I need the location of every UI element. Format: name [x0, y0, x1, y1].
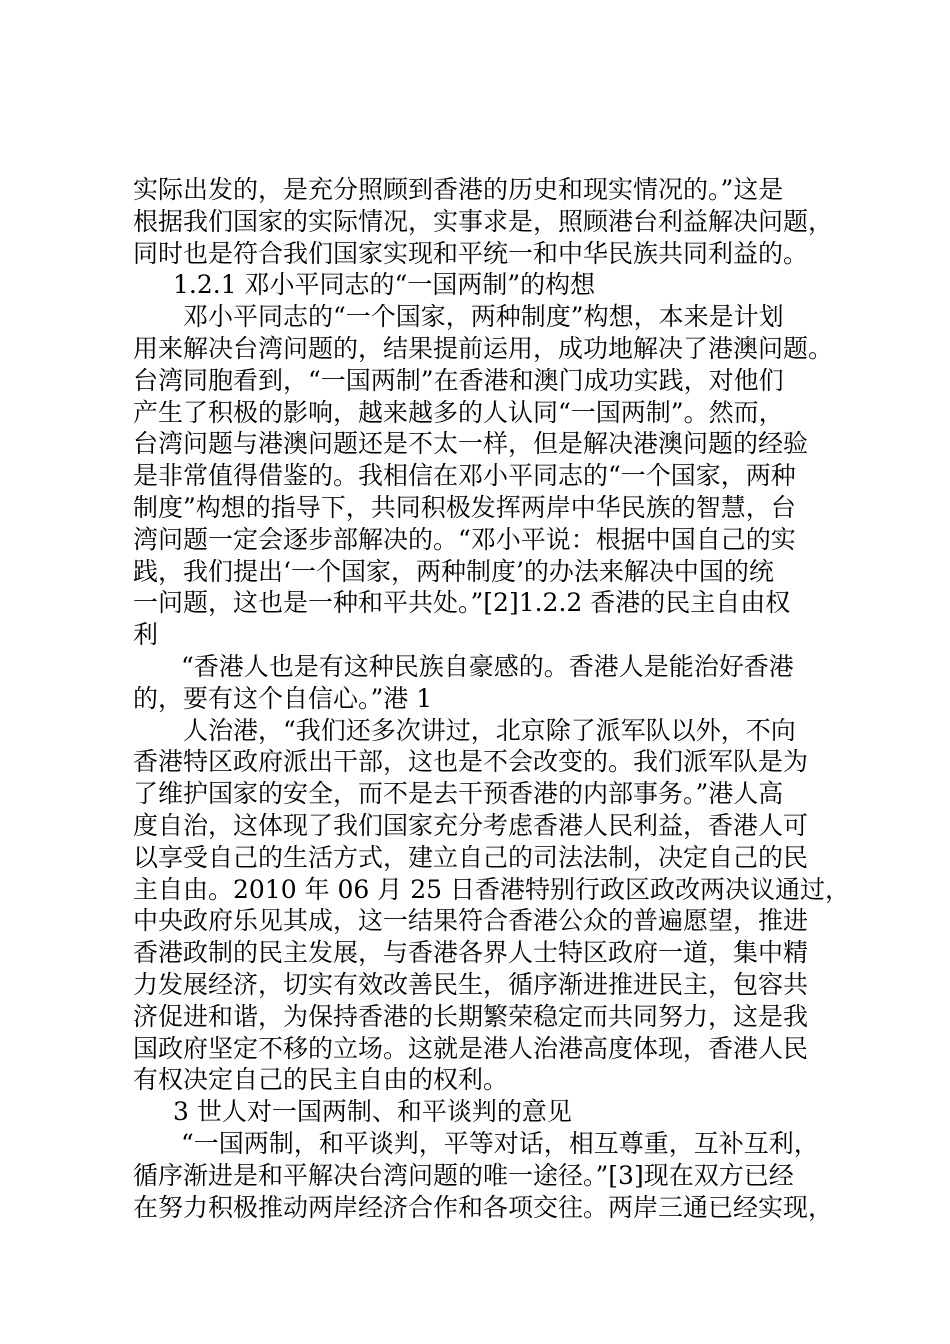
text-line: 根据我们国家的实际情况，实事求是，照顾港台利益解决问题，	[133, 206, 834, 236]
text-line: 在努力积极推动两岸经济合作和各项交往。两岸三通已经实现，	[133, 1192, 834, 1222]
body-text	[133, 174, 850, 1223]
text-line: 主自由。2010 年 06 月 25 日香港特别行政区政改两决议通过，	[133, 874, 850, 904]
text-line: 实际出发的，是充分照顾到香港的历史和现实情况的。”这是	[133, 175, 784, 204]
text-line: 的，要有这个自信心。”港 1	[133, 683, 433, 713]
text-line: 湾问题一定会逐步部解决的。“邓小平说：根据中国自己的实	[133, 524, 796, 554]
text-line: 是非常值得借鉴的。我相信在邓小平同志的“一个国家，两种	[133, 461, 796, 491]
text-line: 济促进和谐，为保持香港的长期繁荣稳定而共同努力，这是我	[133, 1001, 809, 1031]
paragraph-first-line: 人治港，“我们还多次讲过，北京除了派军队以外，不向	[183, 715, 796, 745]
text-line: 国政府坚定不移的立场。这就是港人治港高度体现，香港人民	[133, 1033, 809, 1063]
text-line: 制度”构想的指导下，共同积极发挥两岸中华民族的智慧，台	[133, 492, 796, 522]
text-line: 台湾同胞看到，“一国两制”在香港和澳门成功实践，对他们	[133, 365, 784, 395]
text-line: 同时也是符合我们国家实现和平统一和中华民族共同利益的。	[133, 238, 809, 268]
text-line: 用来解决台湾问题的，结果提前运用，成功地解决了港澳问题。	[133, 333, 834, 363]
text-line: 一问题，这也是一种和平共处。”[2]1.2.2 香港的民主自由权	[133, 588, 791, 618]
text-line: 有权决定自己的民主自由的权利。	[133, 1065, 509, 1095]
text-line: 香港特区政府派出干部，这也是不会改变的。我们派军队是为	[133, 747, 809, 777]
paragraph-first-line: “香港人也是有这种民族自豪感的。香港人是能治好香港	[181, 651, 794, 681]
text-line: 香港政制的民主发展，与香港各界人士特区政府一道，集中精	[133, 938, 809, 968]
section-heading: 1.2.1 邓小平同志的“一国两制”的构想	[173, 270, 596, 300]
section-heading: 3 世人对一国两制、和平谈判的意见	[173, 1097, 572, 1127]
paragraph-first-line: 邓小平同志的“一个国家，两种制度”构想，本来是计划	[183, 302, 784, 332]
text-line: 力发展经济，切实有效改善民生，循序渐进推进民主，包容共	[133, 969, 809, 999]
paragraph-first-line: “一国两制，和平谈判，平等对话，相互尊重，互补互利，	[181, 1128, 819, 1158]
text-line: 度自治，这体现了我们国家充分考虑香港人民利益，香港人可	[133, 810, 809, 840]
text-line: 以享受自己的生活方式，建立自己的司法法制，决定自己的民	[133, 842, 809, 872]
text-line: 台湾问题与港澳问题还是不太一样，但是解决港澳问题的经验	[133, 429, 809, 459]
text-line: 利	[133, 620, 159, 650]
text-line: 循序渐进是和平解决台湾问题的唯一途径。”[3]现在双方已经	[133, 1160, 794, 1190]
text-line: 产生了积极的影响，越来越多的人认同“一国两制”。然而，	[133, 397, 784, 427]
text-line: 中央政府乐见其成，这一结果符合香港公众的普遍愿望，推进	[133, 906, 809, 936]
text-line: 了维护国家的安全，而不是去干预香港的内部事务。”港人高	[133, 779, 784, 809]
text-line: 践，我们提出‘一个国家，两种制度’的办法来解决中国的统	[133, 556, 774, 586]
